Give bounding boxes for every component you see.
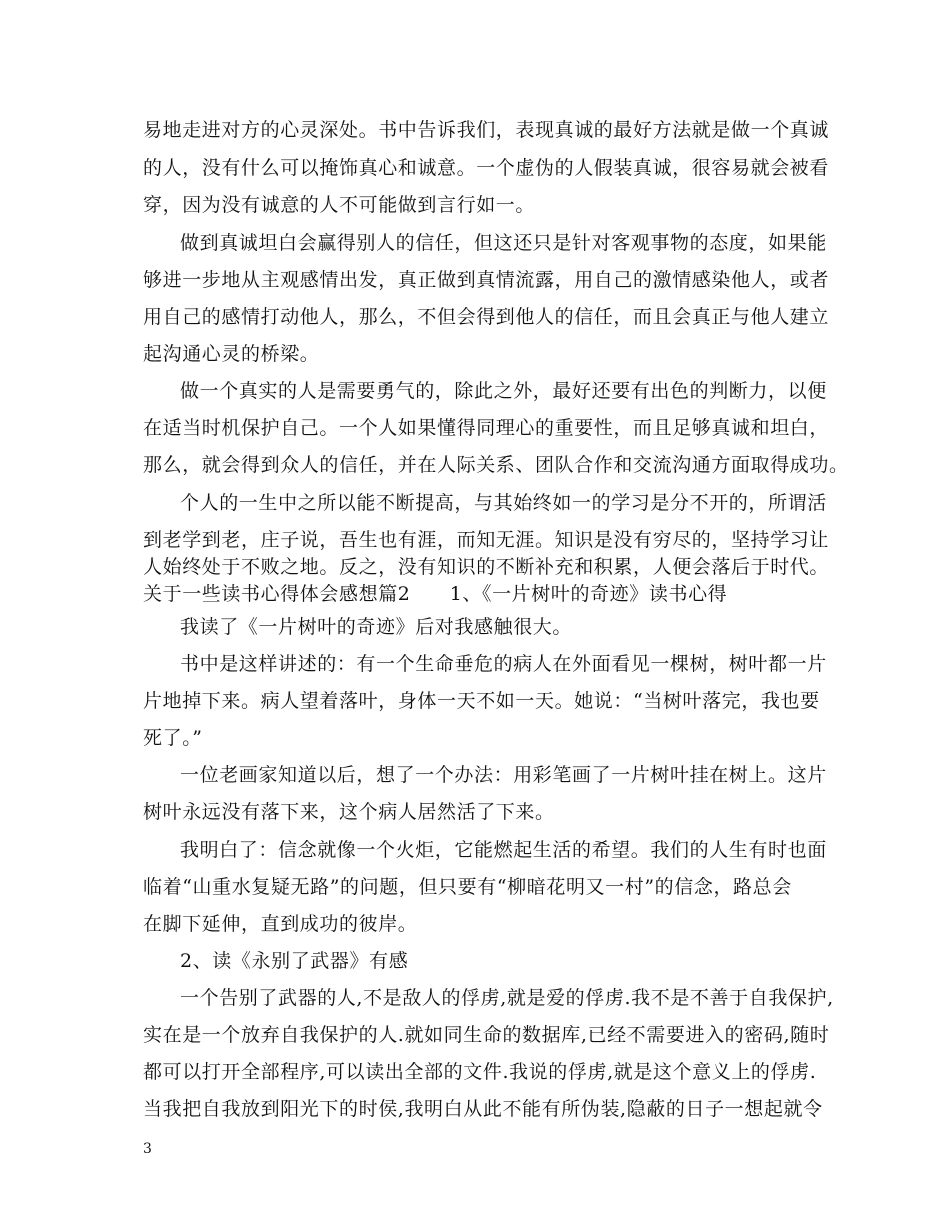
paragraph-first-line: 我读了《一片树叶的奇迹》后对我感触很大。 [180,616,573,638]
text-line: 实在是一个放弃自我保护的人.就如同生命的数据库,已经不需要进入的密码,随时 [143,1024,830,1046]
paragraph-first-line: 我明白了：信念就像一个火炬，它能燃起生活的希望。我们的人生有时也面 [180,839,827,861]
section-heading: 关于一些读书心得体会感想篇2 1、《一片树叶的奇迹》读书心得 [143,583,728,605]
text-line: 起沟通心灵的桥梁。 [143,343,320,365]
text-line: 人始终处于不败之地。反之，没有知识的不断补充和积累，人便会落后于时代。 [143,556,830,578]
text-line: 用自己的感情打动他人，那么，不但会得到他人的信任，而且会真正与他人建立 [143,306,830,328]
text-line: 当我把自我放到阳光下的时侯,我明白从此不能有所伪装,隐蔽的日子一想起就令 [143,1098,823,1120]
text-line: 树叶永远没有落下来，这个病人居然活了下来。 [143,801,555,823]
text-line: 片地掉下来。病人望着落叶，身体一天不如一天。她说：“当树叶落完，我也要 [143,690,820,712]
text-line: 那么，就会得到众人的信任，并在人际关系、团队合作和交流沟通方面取得成功。 [143,454,849,476]
text-line: 临着“山重水复疑无路”的问题，但只要有“柳暗花明又一村”的信念，路总会 [143,876,792,898]
text-line: 在适当时机保护自己。一个人如果懂得同理心的重要性，而且足够真诚和坦白， [143,417,830,439]
page-number: 3 [143,1141,152,1157]
text-line: 的人，没有什么可以掩饰真心和诚意。一个虚伪的人假装真诚，很容易就会被看 [143,157,830,179]
paragraph-first-line: 做到真诚坦白会赢得别人的信任，但这还只是针对客观事物的态度，如果能 [180,232,827,254]
paragraph-first-line: 一位老画家知道以后，想了一个办法：用彩笔画了一片树叶挂在树上。这片 [180,764,827,786]
section-heading: 2、读《永别了武器》有感 [180,950,409,972]
text-line: 死了。” [143,727,203,749]
paragraph-first-line: 书中是这样讲述的：有一个生命垂危的病人在外面看见一棵树，树叶都一片 [180,653,827,675]
text-line: 都可以打开全部程序,可以读出全部的文件.我说的俘虏,就是这个意义上的俘虏. [143,1061,817,1083]
text-line: 到老学到老，庄子说，吾生也有涯，而知无涯。知识是没有穷尽的，坚持学习让 [143,529,830,551]
paragraph-first-line: 个人的一生中之所以能不断提高，与其始终如一的学习是分不开的，所谓活 [180,492,827,514]
text-line: 够进一步地从主观感情出发，真正做到真情流露，用自己的激情感染他人，或者 [143,269,830,291]
text-line: 穿，因为没有诚意的人不可能做到言行如一。 [143,194,536,216]
text-line: 在脚下延伸，直到成功的彼岸。 [143,913,418,935]
paragraph-first-line: 一个告别了武器的人,不是敌人的俘虏,就是爱的俘虏.我不是不善于自我保护, [180,987,834,1009]
paragraph-first-line: 做一个真实的人是需要勇气的，除此之外，最好还要有出色的判断力，以便 [180,380,827,402]
text-line: 易地走进对方的心灵深处。书中告诉我们，表现真诚的最好方法就是做一个真诚 [143,119,830,141]
